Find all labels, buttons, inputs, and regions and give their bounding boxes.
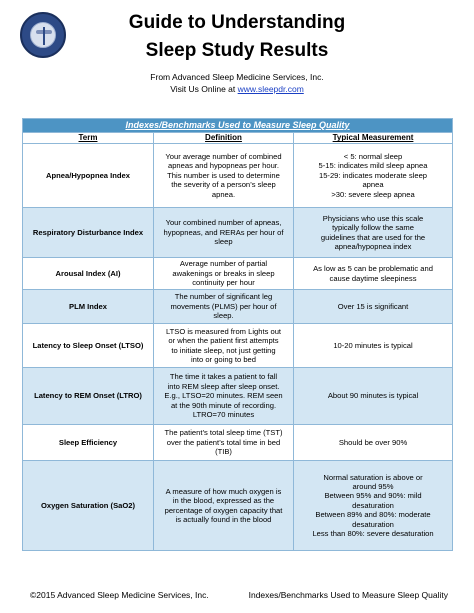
measurement-line: < 5: normal sleep: [343, 151, 403, 161]
definition-line: continuity per hour: [192, 278, 255, 288]
measurement-line: desaturation: [352, 519, 394, 529]
term-cell: Latency to REM Onset (LTRO): [23, 368, 154, 425]
measurement-line: guidelines that are used for the: [320, 232, 426, 242]
measurement-line: Physicians who use this scale: [322, 213, 424, 223]
definition-cell: [154, 461, 294, 551]
table-row: [23, 144, 453, 208]
table-caption: Indexes/Benchmarks Used to Measure Sleep Quality: [23, 119, 453, 133]
definition-line: LTSO is measured from Lights out: [165, 326, 282, 336]
definition-line: Average number of partial: [179, 259, 268, 269]
definition-cell: [154, 425, 294, 461]
definition-cell: [154, 324, 294, 368]
definition-line: apneas and hypopneas per hour.: [167, 161, 280, 171]
definition-line: percentage of oxygen capacity that: [164, 505, 283, 515]
definition-line: The patient’s total sleep time (TST): [164, 428, 283, 438]
visit-prefix: Visit Us Online at: [170, 84, 236, 94]
definition-line: Your average number of combined: [165, 151, 282, 161]
page-title-line1: Guide to Understanding: [128, 12, 346, 33]
measurement-line: Between 89% and 80%: moderate: [315, 510, 431, 520]
definition-line: in the blood, expressed as the: [172, 496, 275, 506]
term-cell: Sleep Efficiency: [23, 425, 154, 461]
table-row: [23, 425, 453, 461]
definition-line: This number is used to determine: [167, 170, 280, 180]
definition-line: sleep.: [213, 311, 234, 321]
column-header-term: Term: [23, 133, 154, 144]
definition-line: hypopneas, and RERAs per hour of: [163, 227, 284, 237]
measurement-line: 10-20 minutes is typical: [333, 340, 413, 350]
measurement-line: 15-29: indicates moderate sleep: [318, 170, 428, 180]
definition-cell: [154, 208, 294, 258]
measurement-line: desaturation: [352, 500, 394, 510]
table-row: [23, 324, 453, 368]
definition-line: awakenings or breaks in sleep: [172, 268, 275, 278]
table-row: [23, 461, 453, 551]
measurement-cell: [294, 208, 453, 258]
measurement-cell: [294, 461, 453, 551]
definition-line: The number of significant leg: [174, 292, 273, 302]
definition-line: E.g., LTSO=20 minutes. REM seen: [164, 391, 283, 401]
definition-cell: [154, 368, 294, 425]
measurement-cell: [294, 425, 453, 461]
measurement-cell: [294, 258, 453, 290]
definition-line: apnea.: [211, 189, 236, 199]
measurement-line: apnea: [362, 180, 384, 190]
definition-line: sleep: [214, 237, 233, 247]
measurement-line: apnea/hypopnea index: [334, 241, 412, 251]
measurement-line: Over 15 is significant: [337, 301, 409, 311]
table-row: [23, 368, 453, 425]
table-row: [23, 290, 453, 324]
measurement-line: Less than 80%: severe desaturation: [312, 529, 434, 539]
term-cell: Latency to Sleep Onset (LTSO): [23, 324, 154, 368]
definition-line: LTRO=70 minutes: [192, 410, 255, 420]
measurement-line: typically follow the same: [332, 223, 414, 233]
definition-cell: [154, 258, 294, 290]
table-body: [23, 144, 453, 551]
term-cell: Apnea/Hypopnea Index: [23, 144, 154, 208]
footer-document-title: Indexes/Benchmarks Used to Measure Sleep Quality: [248, 590, 448, 600]
measurement-line: Between 95% and 90%: mild: [324, 491, 422, 501]
measurement-line: As low as 5 can be problematic and: [313, 264, 433, 274]
footer-copyright: ©2015 Advanced Sleep Medicine Services, Inc.: [30, 590, 209, 600]
definition-line: Your combined number of apneas,: [165, 218, 282, 228]
measurement-cell: [294, 144, 453, 208]
definition-line: at the 90th minute of recording.: [170, 400, 277, 410]
measurement-line: Normal saturation is above or: [323, 472, 423, 482]
definition-cell: [154, 290, 294, 324]
definition-cell: [154, 144, 294, 208]
measurement-line: >30: severe sleep apnea: [331, 189, 415, 199]
table-row: [23, 208, 453, 258]
definition-line: (TIB): [215, 447, 232, 457]
definition-line: movements (PLMS) per hour of: [170, 301, 277, 311]
page-title-line2: Sleep Study Results: [145, 40, 329, 61]
term-cell: Arousal Index (AI): [23, 258, 154, 290]
website-link[interactable]: www.sleepdr.com: [237, 84, 304, 94]
measurement-line: around 95%: [352, 481, 394, 491]
measurement-line: 5-15: indicates mild sleep apnea: [318, 161, 428, 171]
publisher-line: From Advanced Sleep Medicine Services, Inc.: [150, 72, 324, 82]
term-cell: PLM Index: [23, 290, 154, 324]
measurement-cell: [294, 324, 453, 368]
definition-line: into REM sleep after sleep onset.: [167, 381, 280, 391]
measurement-line: cause daytime sleepiness: [329, 273, 417, 283]
column-header-definition: Definition: [154, 133, 294, 144]
term-cell: Respiratory Disturbance Index: [23, 208, 154, 258]
measurement-line: About 90 minutes is typical: [327, 391, 419, 401]
definition-line: is actually found in the blood: [175, 514, 272, 524]
definition-line: into or going to bed: [190, 354, 257, 364]
definition-line: A measure of how much oxygen is: [165, 486, 282, 496]
definition-line: the severity of a person’s sleep: [171, 180, 276, 190]
definition-line: to initiate sleep, not just getting: [171, 345, 276, 355]
measurement-cell: [294, 368, 453, 425]
measurement-cell: [294, 290, 453, 324]
term-cell: Oxygen Saturation (SaO2): [23, 461, 154, 551]
column-header-measurement: Typical Measurement: [294, 133, 453, 144]
definition-line: over the patient’s total time in bed: [166, 437, 281, 447]
website-line: [0, 84, 474, 95]
table-row: [23, 258, 453, 290]
definition-line: or when the patient first attempts: [168, 336, 279, 346]
definition-line: The time it takes a patient to fall: [169, 372, 278, 382]
sleep-quality-table: [22, 118, 453, 551]
measurement-line: Should be over 90%: [338, 437, 408, 447]
